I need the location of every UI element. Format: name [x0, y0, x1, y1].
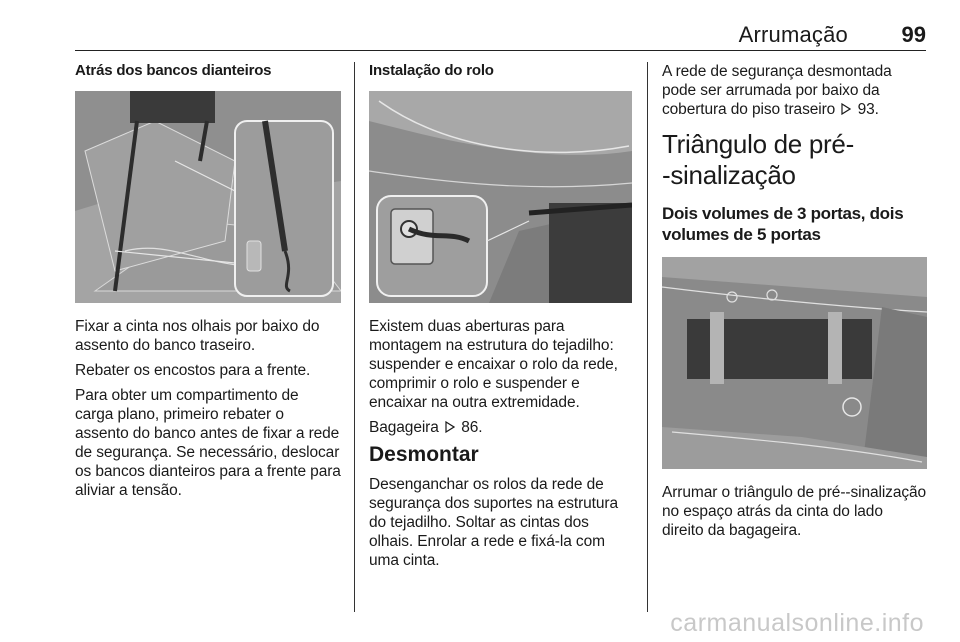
page-number: 99: [901, 22, 926, 47]
column-divider: [647, 62, 648, 612]
paragraph: Para obter um compartimento de carga plano, primeiro rebater o assento do banco antes de fixar a rede de segurança. Se necessário, deslocar os bancos dianteiros para a frente para aliviar a tensão.: [75, 387, 341, 499]
paragraph: Existem duas aberturas para montagem na estrutura do tejadilho: suspender e encaixar o rolo da rede, comprimir o rolo e suspender e encaixar na outra extremidade.: [369, 318, 618, 411]
paragraph: Arrumar o triângulo de pré--sinalização no espaço atrás da cinta do lado direito da bagageira.: [662, 484, 927, 539]
intro-text: A rede de segurança desmontada pode ser arrumada por baixo da cobertura do piso traseiro: [662, 63, 892, 118]
page-reference-icon: [445, 421, 455, 433]
section-heading: Atrás dos bancos dianteiros: [75, 62, 272, 79]
figure-roller-installation: [369, 91, 632, 303]
column-3: [662, 62, 927, 546]
watermark: carmanualsonline.info: [670, 609, 924, 637]
section-title-line: -sinalização: [662, 160, 796, 190]
page-reference-icon: [841, 103, 851, 115]
paragraph: Fixar a cinta nos olhais por baixo do assento do banco traseiro.: [75, 318, 320, 354]
figure-rear-seat-net-strap: [75, 91, 341, 303]
subheading: Desmontar: [369, 443, 479, 466]
column-2: [369, 62, 632, 576]
reference-page: 93.: [857, 101, 879, 118]
paragraph: Rebater os encostos para a frente.: [75, 362, 311, 379]
section-title: [662, 129, 927, 191]
figure-warning-triangle-storage: [662, 257, 927, 469]
chapter-title: Arrumação: [738, 22, 848, 47]
reference-line: [369, 418, 632, 437]
page-header: [75, 0, 926, 51]
paragraph: [662, 62, 927, 119]
subheading: Dois volumes de 3 portas, dois volumes de 5 portas: [662, 204, 904, 244]
paragraph: Desenganchar os rolos da rede de segurança dos suportes na estrutura do tejadilho. Soltar as cintas dos olhais. Enrolar a rede e fixá-la com uma cinta.: [369, 476, 618, 569]
column-1: [75, 62, 341, 506]
reference-page: 86.: [461, 419, 483, 436]
column-divider: [354, 62, 355, 612]
section-heading: Instalação do rolo: [369, 62, 494, 79]
reference-label: Bagageira: [369, 419, 439, 436]
section-title-line: Triângulo de pré-: [662, 129, 854, 159]
